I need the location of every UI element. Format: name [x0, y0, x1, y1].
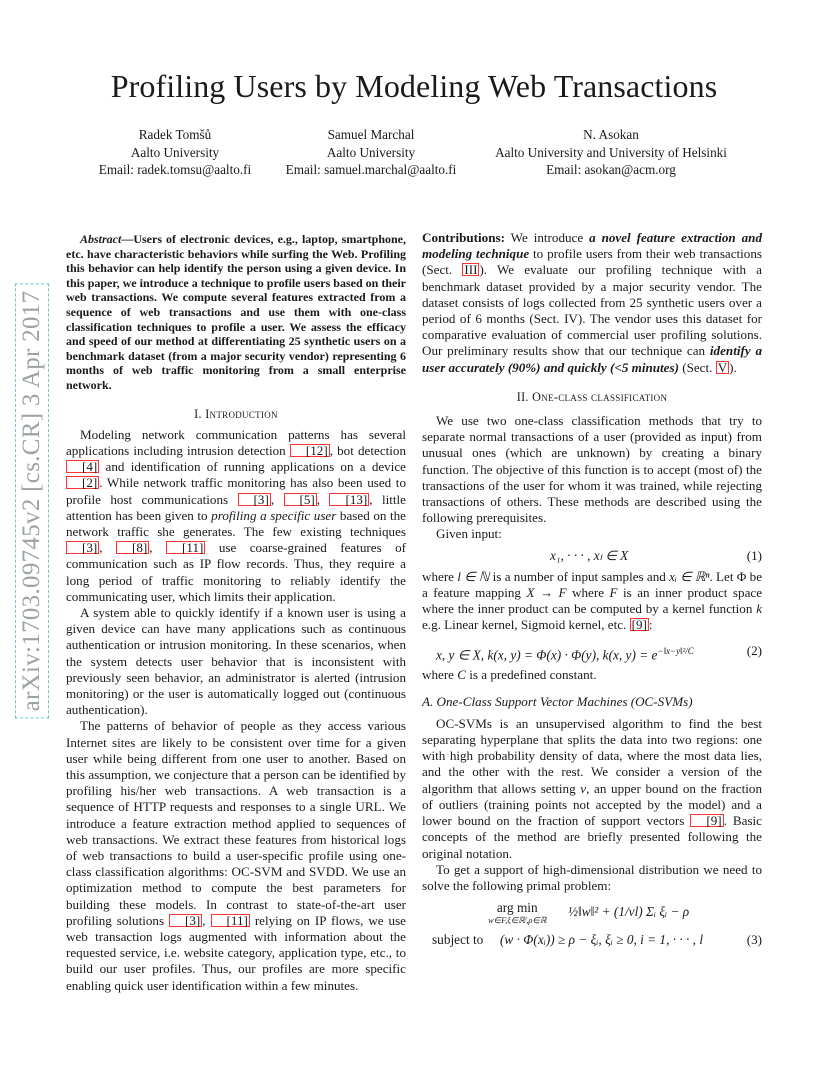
citation-link[interactable]: [4] [66, 460, 99, 473]
equation-1: x₁, · · · , xₗ ∈ X (1) [550, 547, 762, 563]
author-affiliation: Aalto University and University of Helsinki [495, 144, 727, 160]
citation-link[interactable]: [13] [329, 493, 369, 506]
citation-link[interactable]: [12] [290, 444, 330, 457]
section2-paragraph-2: where l ∈ ℕ is a number of input samples and xᵢ ∈ ℝⁿ. Let Φ be a feature mapping X → F where F is an inner product space where the inner product can be computed by a kernel function k e.g. Linear kernel, Sigmoid kernel, etc. [9] : [422, 568, 763, 633]
author-affiliation: Aalto University [326, 144, 416, 160]
subsection-heading-ocsvm: A. One-Class Support Vector Machines (OC-SVMs) [422, 693, 693, 709]
citation-link[interactable]: [9] [631, 617, 647, 633]
citation-link[interactable]: [9] [690, 814, 723, 827]
section-heading-one-class: II. One-class classification [516, 389, 668, 404]
section2-paragraph-1: We use two one-class classification methods that try to separate normal transactions of a user (provided as input) from unusual ones (which are unknown) by creating a binary function. The objective of this function is to accept (most of) the transactions of the user for whom it was trained, while rejecting transactions of others. These methods are described using the following prerequisites. [422, 413, 762, 526]
equation-3: arg min w∈F,ξ∈ℝˡ,ρ∈ℝ ½‖w‖² + (1/νl) Σᵢ ξᵢ − ρ subject to (w · Φ(xᵢ)) ≥ ρ − ξᵢ, ξᵢ ≥ 0, i = 1, · · · , l (3) [432, 900, 762, 948]
citation-link[interactable]: [11] [166, 541, 205, 554]
citation-link[interactable]: [11] [211, 914, 250, 927]
abstract [66, 232, 406, 393]
intro-paragraph-2: A system able to quickly identify if a known user is using a given device can have many applications such as continuous authentication or intrusion monitoring. In these scenarios, when the system detects user behavior that is inconsistent with previously seen behavior, an administrator is alerted (intrusion monitoring) or the user is automatically logged out (continuous authentication). [66, 604, 406, 718]
arxiv-watermark[interactable] [16, 266, 48, 736]
author-name: Samuel Marchal [327, 127, 415, 142]
intro-paragraph-3: The patterns of behavior of people as they access various Internet sites are likely to be consistent over time for a given user while being different from one user to another. Based on this assumption, we conjecture that a person can be identified by profiling his/her web transactions. A web transaction is a sequence of HTTP requests and responses to a single URL. We introduce a feature extraction method applied to sequences of web transactions. We extract these features from historical logs of web transactions to build a user-specific profile using one-class classification algorithms: OC-SVM and SVDD. We use an optimization method to compute the best parameters for building these models. In contrast to state-of-the-art user profiling solutions [3] , [11] relying on IP flows, we use web transaction logs augmented with information about the requested service, i.e. website category, application type, etc., to build our user profiles. Thus, our profiles are more specific enabling quick user identification within a few minutes. [66, 718, 406, 993]
author-email: Email: asokan@acm.org [546, 162, 676, 177]
author-name: N. Asokan [583, 127, 639, 142]
author-block-2 [236, 126, 506, 179]
citation-link[interactable]: [5] [284, 493, 317, 506]
paper-title: Profiling Users by Modeling Web Transactions [110, 68, 718, 104]
right-column [422, 230, 762, 954]
section-link[interactable]: III [464, 262, 478, 278]
section-heading-introduction: I. Introduction [194, 406, 278, 421]
author-name: Radek Tomšů [138, 127, 212, 142]
contributions-label: Contributions: [422, 230, 505, 245]
abstract-label: Abstract [80, 232, 122, 246]
given-input-label: Given input: [436, 526, 502, 542]
citation-link[interactable]: [8] [116, 541, 149, 554]
author-affiliation: Aalto University [130, 144, 220, 160]
arxiv-id[interactable]: arXiv:1703.09745v2 [cs.CR] 3 Apr 2017 [18, 287, 46, 716]
author-email: Email: samuel.marchal@aalto.fi [285, 162, 457, 177]
contributions-paragraph: Contributions: We introduce a novel feature extraction and modeling technique to profile users from their web transactions (Sect. III ). We evaluate our profiling technique with a benchmark dataset provided by a major security vendor. The dataset consists of logs collected from 25 synthetic users over a period of 6 months (Sect. IV). The vendor uses this dataset for comparative evaluation of commercial user profiling solutions. Our preliminary results show that our technique can identify a user accurately (90%) and quickly (<5 minutes) (Sect. V ). [422, 230, 763, 375]
section2-paragraph-3: where C is a predefined constant. [422, 667, 597, 683]
section-link[interactable]: V [717, 359, 728, 375]
author-email: Email: radek.tomsu@aalto.fi [98, 162, 252, 177]
citation-link[interactable]: [3] [66, 541, 99, 554]
section2-paragraph-5: To get a support of high-dimensional distribution we need to solve the following primal problem: [422, 861, 762, 893]
author-block-3 [476, 126, 746, 179]
intro-paragraph-1: Modeling network communication patterns has several applications including intrusion detection [12] , bot detection [4] and identification of running applications on a device [2] . While network traffic monitoring has also been used to profile host communications [3] , [5] , [13] , little attention has been given to profiling a specific user based on the network traffic she generates. The few existing techniques [3] , [8] , [11] use coarse-grained features of communication such as IP flow records. Thus, they require a long period of traffic monitoring to reliably identify the communicating user, which limits their application. [66, 426, 407, 604]
abstract-text: —Users of electronic devices, e.g., laptop, smartphone, etc. have characteristic behaviors while surfing the Web. Profiling this behavior can help identify the person using a given device. In this paper, we introduce a technique to profile users based on their web transactions. We compute several features extracted from a sequence of web transactions and use them with one-class classification techniques to profile a user. We assess the efficacy and speed of our method at differentiating 25 synthetic users on a benchmark dataset (from a major security vendor) representing 6 months of web traffic monitoring from a small enterprise network. [66, 232, 406, 392]
citation-link[interactable]: [3] [169, 914, 202, 927]
section2-paragraph-4: OC-SVMs is an unsupervised algorithm to find the best separating hyperplane that splits the data into two regions: one with high probability density of data, where the most data lies, and the other with the rest. We consider a version of the algorithm that allows setting ν, an upper bound on the fraction of outliers (training points not accepted by the model) and a lower bound on the fraction of support vectors [9] . Basic concepts of the method are briefly presented following the original notation. [422, 715, 762, 861]
equation-2: x, y ∈ X, k(x, y) = Φ(x) · Φ(y), k(x, $y) = e^{-‖x-y‖^2/C}$ (2) [436, 643, 762, 663]
left-column [66, 232, 406, 994]
citation-link[interactable]: [2] [66, 476, 99, 489]
citation-link[interactable]: [3] [238, 493, 271, 506]
